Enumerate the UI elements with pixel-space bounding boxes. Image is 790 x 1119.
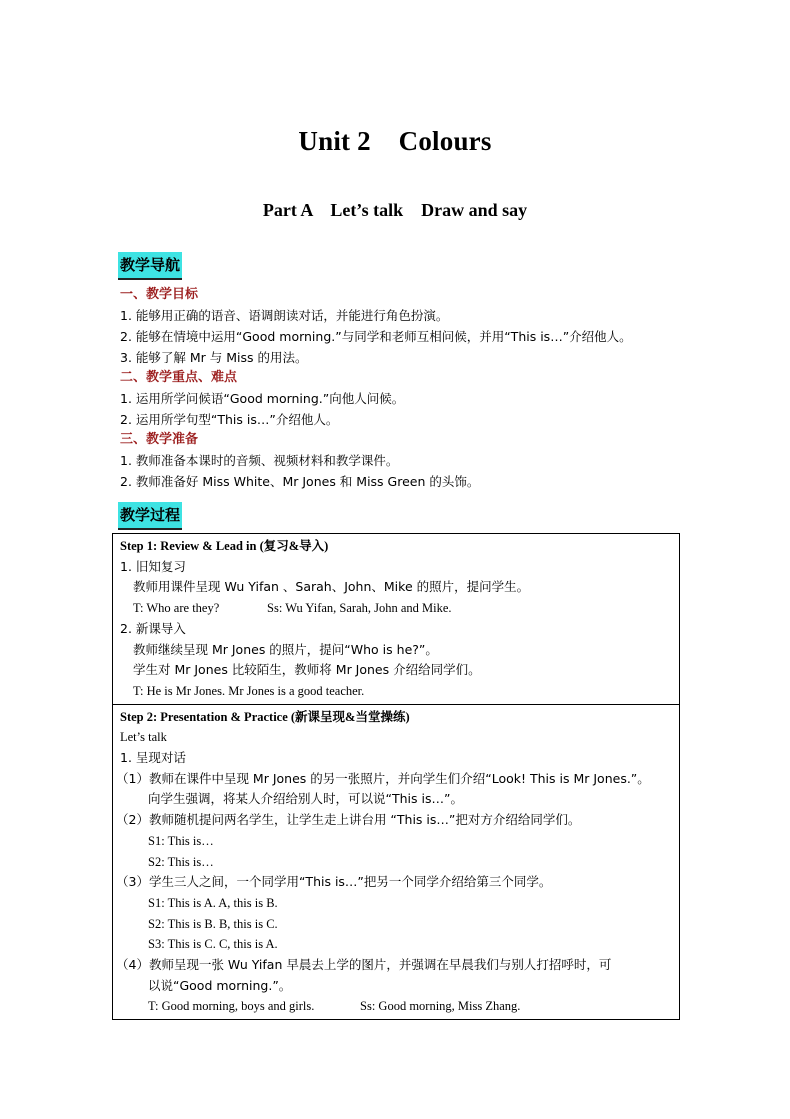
prep-heading: 三、教学准备 xyxy=(120,432,199,447)
step1-sub2-text2: 学生对 Mr Jones 比较陌生，教师将 Mr Jones 介绍给同学们。 xyxy=(133,662,481,678)
step2-p3-s3: S3: This is C. C, this is A. xyxy=(148,937,278,952)
step2-header: Step 2: Presentation & Practice (新课呈现&当堂操练) xyxy=(120,709,410,724)
step2-p4-dialogue xyxy=(120,996,673,1017)
goals-heading: 一、教学目标 xyxy=(120,287,199,302)
process-table xyxy=(112,533,680,1020)
step2-sub1: 1. 呈现对话 xyxy=(120,750,186,766)
teaching-process-badge: 教学过程 xyxy=(118,502,182,530)
step1-sub2-teacher-line: T: He is Mr Jones. Mr Jones is a good teacher. xyxy=(133,683,365,698)
step2-cell xyxy=(113,705,679,1020)
step2-p4b: 以说“Good morning.”。 xyxy=(148,977,292,993)
keypoint-item-2: 2. 运用所学句型“This is…”介绍他人。 xyxy=(120,412,339,427)
teaching-nav-badge: 教学导航 xyxy=(118,252,182,280)
step1-sub1-text: 教师用课件呈现 Wu Yifan 、Sarah、John、Mike 的照片，提问学生。 xyxy=(133,579,530,595)
page-title: Unit 2 Colours xyxy=(298,126,492,156)
step2-p3: （3）学生三人之间，一个同学用“This is…”把另一个同学介绍给第三个同学。 xyxy=(116,874,552,890)
page-subtitle: Part A Let’s talk Draw and say xyxy=(262,200,528,220)
goal-item-1: 1. 能够用正确的语音、语调朗读对话，并能进行角色扮演。 xyxy=(120,308,449,323)
step1-students-line: Ss: Wu Yifan, Sarah, John and Mike. xyxy=(267,601,452,616)
step1-teacher-line: T: Who are they? xyxy=(133,601,220,616)
keypoints-heading: 二、教学重点、难点 xyxy=(120,370,238,385)
step2-lets-talk: Let’s talk xyxy=(120,730,167,745)
step2-p2: （2）教师随机提问两名学生，让学生走上讲台用 “This is…”把对方介绍给同学们。 xyxy=(116,812,581,828)
step2-p1b: 向学生强调，将某人介绍给别人时，可以说“This is…”。 xyxy=(148,791,463,807)
step1-sub2-text1: 教师继续呈现 Mr Jones 的照片，提问“Who is he?”。 xyxy=(133,641,438,657)
prep-item-1: 1. 教师准备本课时的音频、视频材料和教学课件。 xyxy=(120,453,399,468)
keypoint-item-1: 1. 运用所学问候语“Good morning.”向他人问候。 xyxy=(120,391,405,406)
step2-p1a: （1）教师在课件中呈现 Mr Jones 的另一张照片，并向学生们介绍“Look! This is Mr Jones.”。 xyxy=(116,770,650,786)
step2-p3-s1: S1: This is A. A, this is B. xyxy=(148,895,278,910)
step2-teacher-line: T: Good morning, boys and girls. xyxy=(148,999,315,1014)
goal-item-2: 2. 能够在情境中运用“Good morning.”与同学和老师互相问候，并用“This is…”介绍他人。 xyxy=(120,329,632,344)
step1-sub2: 2. 新课导入 xyxy=(120,620,186,636)
step1-header: Step 1: Review & Lead in (复习&导入) xyxy=(120,539,329,553)
goal-item-3: 3. 能够了解 Mr 与 Miss 的用法。 xyxy=(120,350,308,365)
step2-students-line: Ss: Good morning, Miss Zhang. xyxy=(360,999,521,1014)
step2-p2-s2: S2: This is… xyxy=(148,854,214,869)
step2-p4a: （4）教师呈现一张 Wu Yifan 早晨去上学的图片，并强调在早晨我们与别人打招呼时，可 xyxy=(116,957,612,973)
step1-dialogue xyxy=(120,598,673,619)
step2-p2-s1: S1: This is… xyxy=(148,833,214,848)
step2-p3-s2: S2: This is B. B, this is C. xyxy=(148,916,278,931)
step1-cell xyxy=(113,534,679,705)
step1-sub1: 1. 旧知复习 xyxy=(120,558,186,574)
prep-item-2: 2. 教师准备好 Miss White、Mr Jones 和 Miss Green 的头饰。 xyxy=(120,474,480,489)
